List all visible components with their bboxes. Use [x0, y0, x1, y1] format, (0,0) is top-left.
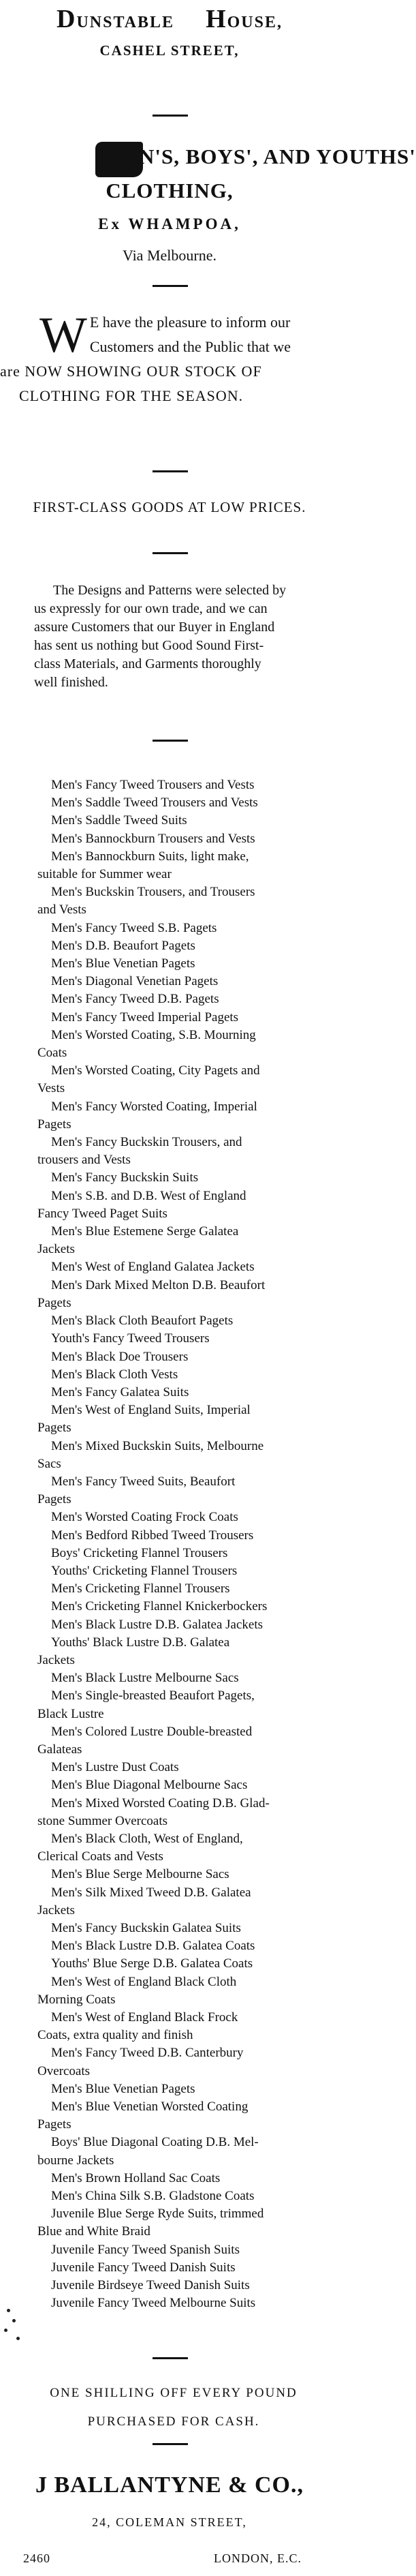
item-text: Men's Bannockburn Suits, light make,: [51, 849, 249, 864]
item-text: Men's Fancy Buckskin Trousers, and: [51, 1135, 242, 1150]
list-item: [37, 2170, 327, 2187]
list-item: [37, 955, 327, 973]
list-item: [37, 973, 327, 990]
list-item: [37, 990, 327, 1008]
list-item: [37, 2134, 327, 2169]
list-item: [37, 1955, 327, 1973]
list-item: [37, 1634, 327, 1669]
item-text: Youth's Fancy Tweed Trousers: [51, 1331, 210, 1346]
designs-line: The Designs and Patterns were selected by: [53, 583, 287, 598]
item-text: Men's China Silk S.B. Gladstone Coats: [51, 2189, 255, 2204]
item-text-continued: Pagets: [37, 1492, 71, 1507]
designs-line: class Materials, and Garments thoroughly: [34, 656, 261, 671]
item-text-continued: Blue and White Braid: [37, 2224, 150, 2239]
item-text-continued: and Vests: [37, 903, 86, 918]
list-item: [37, 1687, 327, 1723]
item-text: Men's Dark Mixed Melton D.B. Beaufort: [51, 1277, 266, 1292]
item-text: Men's West of England Black Frock: [51, 2010, 238, 2025]
item-text: Men's S.B. and D.B. West of England: [51, 1188, 246, 1203]
item-text: Juvenile Fancy Tweed Spanish Suits: [51, 2242, 240, 2257]
list-item: [37, 1580, 327, 1598]
item-text: Men's Fancy Worsted Coating, Imperial: [51, 1099, 257, 1114]
list-item: [37, 1759, 327, 1776]
list-item: [37, 1866, 327, 1883]
item-text: Men's Blue Estemene Serge Galatea: [51, 1224, 239, 1239]
item-text: Men's Mixed Worsted Coating D.B. Glad-: [51, 1795, 270, 1810]
list-item: [37, 1134, 327, 1169]
item-text: Boys' Cricketing Flannel Trousers: [51, 1545, 228, 1560]
list-item: [37, 1330, 327, 1348]
list-item: [37, 2277, 327, 2294]
item-text: Youths' Black Lustre D.B. Galatea: [51, 1635, 230, 1650]
list-item: [37, 794, 327, 812]
banner-low-prices: FIRST-CLASS GOODS AT LOW PRICES.: [33, 499, 306, 515]
item-text-continued: Jackets: [37, 1242, 75, 1257]
list-item: [37, 1616, 327, 1634]
firm-address: 24, COLEMAN STREET,: [92, 2515, 247, 2529]
title-word-ouse: OUSE,: [227, 14, 283, 31]
closing-line: ONE SHILLING OFF EVERY POUND: [50, 2386, 298, 2400]
item-text: Men's Black Lustre D.B. Galatea Jackets: [51, 1617, 263, 1632]
item-text: Youths' Cricketing Flannel Trousers: [51, 1563, 238, 1578]
item-text: Men's West of England Galatea Jackets: [51, 1260, 255, 1275]
item-text-continued: bourne Jackets: [37, 2153, 114, 2168]
item-text: Men's Worsted Coating, S.B. Mourning: [51, 1027, 256, 1042]
list-item: [37, 920, 327, 937]
item-text-continued: Vests: [37, 1081, 65, 1096]
item-text: Men's Fancy Tweed Imperial Pagets: [51, 1010, 239, 1025]
designs-line: has sent us nothing but Good Sound First-: [34, 638, 264, 653]
ad-code: 2460: [23, 2551, 50, 2565]
list-item: [37, 2187, 327, 2205]
item-text: Men's Cricketing Flannel Trousers: [51, 1581, 230, 1596]
list-item: [37, 2259, 327, 2277]
item-text: Men's Worsted Coating, City Pagets and: [51, 1063, 260, 1078]
list-item: [37, 1545, 327, 1562]
divider: [153, 552, 188, 554]
intro-line: E have the pleasure to inform our: [89, 314, 291, 331]
item-text-continued: Pagets: [37, 1295, 71, 1310]
item-text: Men's Bedford Ribbed Tweed Trousers: [51, 1528, 254, 1543]
item-text: Men's Worsted Coating Frock Coats: [51, 1510, 238, 1525]
list-item: [37, 883, 327, 919]
list-item: [37, 1527, 327, 1545]
item-text: Men's Saddle Tweed Trousers and Vests: [51, 795, 258, 810]
list-item: [37, 1009, 327, 1027]
heading-line-3: Ex WHAMPOA,: [98, 215, 241, 232]
list-item: [37, 1169, 327, 1187]
firm-city: LONDON, E.C.: [214, 2551, 302, 2565]
ink-speck: [16, 2337, 20, 2340]
list-item: [37, 2241, 327, 2259]
list-item: [37, 1884, 327, 1920]
list-item: [37, 1384, 327, 1401]
item-text: Men's Blue Serge Melbourne Sacs: [51, 1867, 229, 1882]
item-text: Juvenile Blue Serge Ryde Suits, trimmed: [51, 2207, 264, 2222]
list-item: [37, 1473, 327, 1509]
item-text-continued: Overcoats: [37, 2063, 91, 2078]
list-item: [37, 1366, 327, 1384]
item-text: Men's Fancy Tweed Trousers and Vests: [51, 778, 255, 792]
item-text-continued: Clerical Coats and Vests: [37, 1849, 163, 1864]
list-item: [37, 1509, 327, 1526]
item-text-continued: Pagets: [37, 1117, 71, 1132]
item-text: Men's Black Lustre Melbourne Sacs: [51, 1671, 239, 1686]
item-text: Men's Blue Venetian Pagets: [51, 956, 195, 971]
item-text: Men's Silk Mixed Tweed D.B. Galatea: [51, 1885, 251, 1900]
list-item: [37, 1776, 327, 1794]
item-text: Men's Black Doe Trousers: [51, 1349, 189, 1364]
designs-line: assure Customers that our Buyer in England: [34, 620, 275, 635]
title-initial-d: D: [57, 5, 77, 33]
list-item: [37, 1401, 327, 1437]
list-item: [37, 2044, 327, 2080]
list-item: [37, 1973, 327, 2009]
list-item: [37, 1562, 327, 1580]
item-text-continued: Coats, extra quality and finish: [37, 2028, 193, 2043]
item-text: Men's Blue Venetian Worsted Coating: [51, 2100, 249, 2115]
item-text: Men's Fancy Buckskin Galatea Suits: [51, 1921, 241, 1935]
ink-speck: [12, 2319, 16, 2322]
item-text-continued: Jackets: [37, 1903, 75, 1918]
list-item: [37, 1258, 327, 1276]
item-text-continued: Pagets: [37, 1421, 71, 1436]
list-item: [37, 2294, 327, 2312]
store-street: CASHEL STREET,: [99, 42, 240, 59]
title-word-unstable: UNSTABLE: [76, 14, 175, 31]
item-text: Men's Fancy Tweed D.B. Canterbury: [51, 2046, 244, 2061]
list-item: [37, 1098, 327, 1134]
item-text: Juvenile Birdseye Tweed Danish Suits: [51, 2278, 250, 2293]
heading-line-2: CLOTHING,: [106, 179, 234, 202]
item-text: Men's D.B. Beaufort Pagets: [51, 938, 195, 953]
item-text-continued: Jackets: [37, 1652, 75, 1667]
intro-paragraph: [0, 307, 325, 408]
list-item: [37, 1027, 327, 1062]
item-text-continued: Sacs: [37, 1456, 61, 1471]
item-text-continued: Coats: [37, 1046, 67, 1061]
divider: [153, 2443, 188, 2445]
list-item: [37, 1669, 327, 1687]
ink-blot: [95, 142, 143, 177]
designs-paragraph: [34, 581, 325, 692]
list-item: [37, 1348, 327, 1366]
firm-name: J BALLANTYNE & CO.,: [35, 2472, 304, 2498]
list-item: [37, 812, 327, 830]
item-text-continued: stone Summer Overcoats: [37, 1813, 168, 1828]
item-text: Men's Blue Venetian Pagets: [51, 2081, 195, 2096]
intro-line: CLOTHING FOR THE SEASON.: [19, 387, 244, 404]
item-text: Men's West of England Black Cloth: [51, 1974, 237, 1989]
designs-line: us expressly for our own trade, and we can: [34, 601, 268, 616]
item-text: Men's Fancy Tweed Suits, Beaufort: [51, 1474, 236, 1489]
item-text: Men's Saddle Tweed Suits: [51, 813, 187, 828]
item-text-continued: Black Lustre: [37, 1706, 104, 1721]
item-text: Men's Single-breasted Beaufort Pagets,: [51, 1688, 255, 1703]
list-item: [37, 1223, 327, 1258]
intro-line: Customers and the Public that we: [89, 338, 291, 355]
item-text-continued: Morning Coats: [37, 1992, 116, 2007]
item-text: Men's Buckskin Trousers, and Trousers: [51, 885, 255, 900]
clothing-list: [37, 776, 327, 2312]
item-text: Men's Blue Diagonal Melbourne Sacs: [51, 1778, 248, 1793]
item-text: Men's Fancy Tweed D.B. Pagets: [51, 992, 219, 1007]
item-text: Men's Fancy Buckskin Suits: [51, 1170, 199, 1185]
list-item: [37, 1723, 327, 1759]
list-item: [37, 1920, 327, 1937]
item-text: Men's Black Cloth, West of England,: [51, 1831, 243, 1846]
heading-line-4: Via Melbourne.: [123, 247, 217, 264]
heading-line-1: N'S, BOYS', AND YOUTHS': [139, 145, 416, 168]
designs-line: well finished.: [34, 675, 108, 690]
item-text: Men's West of England Suits, Imperial: [51, 1403, 251, 1418]
item-text-continued: Pagets: [37, 2117, 71, 2132]
item-text: Men's Fancy Tweed S.B. Pagets: [51, 920, 217, 935]
list-item: [37, 1438, 327, 1473]
item-text: Youths' Blue Serge D.B. Galatea Coats: [51, 1956, 253, 1971]
item-text-continued: trousers and Vests: [37, 1153, 131, 1168]
item-text: Juvenile Fancy Tweed Melbourne Suits: [51, 2296, 256, 2311]
item-text: Men's Black Lustre D.B. Galatea Coats: [51, 1939, 255, 1954]
list-item: [37, 1187, 327, 1223]
ink-speck: [7, 2309, 10, 2312]
list-item: [37, 2009, 327, 2044]
intro-line: are NOW SHOWING OUR STOCK OF: [0, 363, 262, 380]
list-item: [37, 776, 327, 794]
item-text-continued: Fancy Tweed Paget Suits: [37, 1206, 167, 1221]
divider: [153, 115, 188, 117]
list-item: [37, 1277, 327, 1312]
dropcap: W: [39, 307, 87, 363]
item-text: Men's Cricketing Flannel Knickerbockers: [51, 1599, 268, 1614]
item-text-continued: Galateas: [37, 1742, 82, 1757]
closing-offer: [27, 2379, 320, 2436]
list-item: [37, 1598, 327, 1616]
item-text: Men's Mixed Buckskin Suits, Melbourne: [51, 1438, 264, 1453]
title-initial-h: H: [206, 5, 227, 33]
item-text: Men's Black Cloth Beaufort Pagets: [51, 1314, 234, 1329]
list-item: [37, 2098, 327, 2134]
ink-speck: [4, 2329, 7, 2332]
item-text: Men's Brown Holland Sac Coats: [51, 2170, 221, 2185]
list-item: [37, 830, 327, 848]
list-item: [37, 1937, 327, 1955]
list-item: [37, 937, 327, 955]
list-item: [37, 1830, 327, 1866]
store-title: [0, 4, 339, 34]
item-text: Men's Diagonal Venetian Pagets: [51, 974, 219, 989]
list-item: [37, 2205, 327, 2241]
list-item: [37, 1795, 327, 1830]
item-text: Boys' Blue Diagonal Coating D.B. Mel-: [51, 2135, 259, 2150]
list-item: [37, 848, 327, 883]
item-text: Men's Bannockburn Trousers and Vests: [51, 831, 255, 846]
item-text: Juvenile Fancy Tweed Danish Suits: [51, 2260, 236, 2275]
item-text: Men's Black Cloth Vests: [51, 1367, 178, 1382]
divider: [153, 2357, 188, 2359]
item-text: Men's Lustre Dust Coats: [51, 1760, 179, 1775]
divider: [153, 740, 188, 742]
list-item: [37, 1312, 327, 1330]
item-text-continued: suitable for Summer wear: [37, 867, 172, 882]
list-item: [37, 1062, 327, 1097]
item-text: Men's Colored Lustre Double-breasted: [51, 1724, 253, 1739]
divider: [153, 470, 188, 472]
list-item: [37, 2080, 327, 2098]
closing-line: PURCHASED FOR CASH.: [87, 2414, 260, 2429]
item-text: Men's Fancy Galatea Suits: [51, 1384, 189, 1399]
divider: [153, 285, 188, 287]
